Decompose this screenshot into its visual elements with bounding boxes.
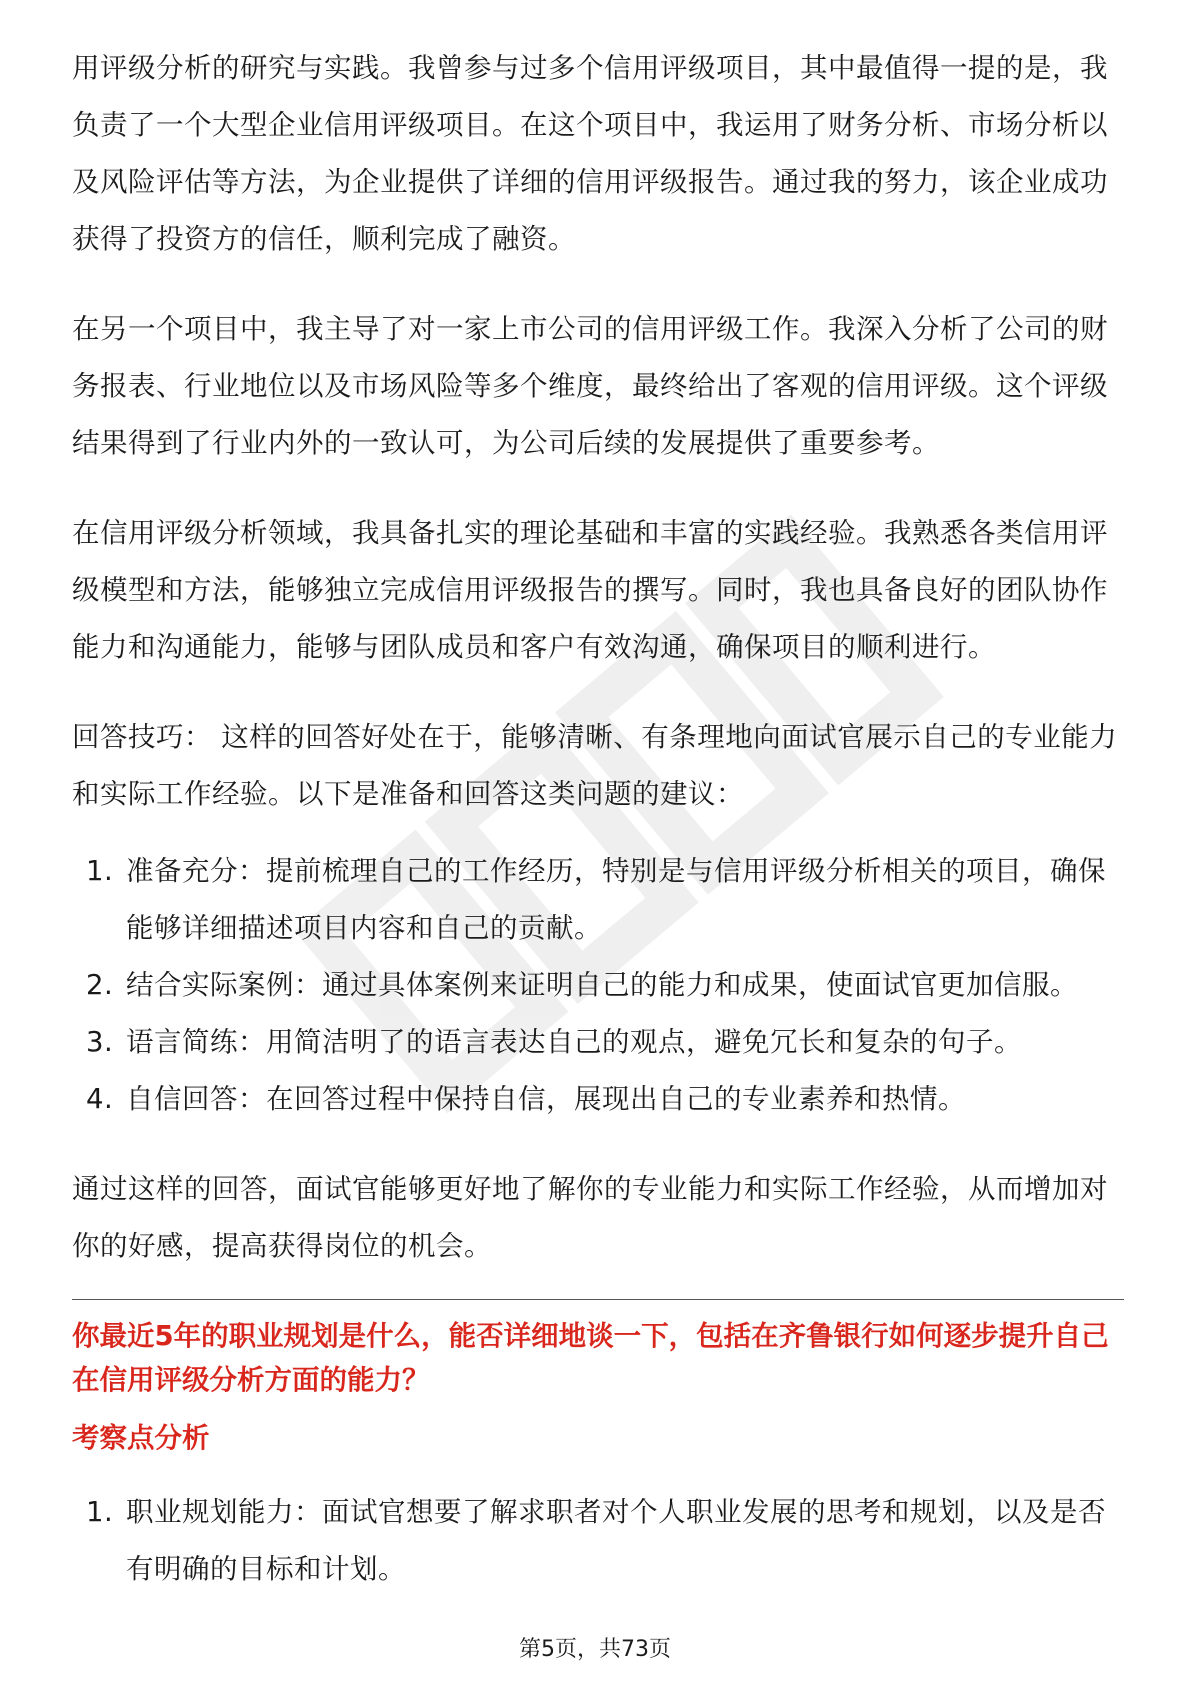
tips-list (72, 843, 1124, 1128)
list-item-text: 准备充分：提前梳理自己的工作经历，特别是与信用评级分析相关的项目，确保能够详细描述项目内容和自己的贡献。 (126, 855, 1106, 944)
list-item (72, 957, 1124, 1014)
list-item-text: 自信回答：在回答过程中保持自信，展现出自己的专业素养和热情。 (126, 1083, 966, 1115)
paragraph-closing: 通过这样的回答，面试官能够更好地了解你的专业能力和实际工作经验，从而增加对你的好感，提高获得岗位的机会。 (72, 1173, 1108, 1262)
interview-question: 你最近5年的职业规划是什么，能否详细地谈一下，包括在齐鲁银行如何逐步提升自己在信用评级分析方面的能力？ (72, 1320, 1109, 1396)
analysis-heading: 考察点分析 (72, 1422, 210, 1454)
list-item (72, 1071, 1124, 1128)
list-item (72, 1484, 1124, 1598)
list-item (72, 1014, 1124, 1071)
document-page (72, 40, 1124, 1631)
page-number-footer: 第5页，共73页 (519, 1637, 671, 1662)
paragraph-listed-company-project: 在另一个项目中，我主导了对一家上市公司的信用评级工作。我深入分析了公司的财务报表、行业地位以及市场风险等多个维度，最终给出了客观的信用评级。这个评级结果得到了行业内外的一致认可，为公司后续的发展提供了重要参考。 (72, 313, 1108, 459)
analysis-list (72, 1484, 1124, 1598)
list-item-number: 3. (86, 1026, 114, 1058)
paragraph-project-experience: 用评级分析的研究与实践。我曾参与过多个信用评级项目，其中最值得一提的是，我负责了一个大型企业信用评级项目。在这个项目中，我运用了财务分析、市场分析以及风险评估等方法，为企业提供了详细的信用评级报告。通过我的努力，该企业成功获得了投资方的信任，顺利完成了融资。 (72, 52, 1108, 255)
list-item-number: 1. (86, 1496, 114, 1528)
list-item-number: 1. (86, 855, 114, 887)
list-item-number: 4. (86, 1083, 114, 1115)
list-item-text: 职业规划能力：面试官想要了解求职者对个人职业发展的思考和规划，以及是否有明确的目标和计划。 (126, 1496, 1106, 1585)
paragraph-skills: 在信用评级分析领域，我具备扎实的理论基础和丰富的实践经验。我熟悉各类信用评级模型和方法，能够独立完成信用评级报告的撰写。同时，我也具备良好的团队协作能力和沟通能力，能够与团队成员和客户有效沟通，确保项目的顺利进行。 (72, 517, 1108, 663)
list-item-text: 语言简练：用简洁明了的语言表达自己的观点，避免冗长和复杂的句子。 (126, 1026, 1022, 1058)
list-item-number: 2. (86, 969, 114, 1001)
list-item-text: 结合实际案例：通过具体案例来证明自己的能力和成果，使面试官更加信服。 (126, 969, 1078, 1001)
list-item (72, 843, 1124, 957)
paragraph-answer-tips: 回答技巧： 这样的回答好处在于，能够清晰、有条理地向面试官展示自己的专业能力和实际工作经验。以下是准备和回答这类问题的建议： (72, 721, 1118, 810)
section-divider (72, 1299, 1124, 1300)
